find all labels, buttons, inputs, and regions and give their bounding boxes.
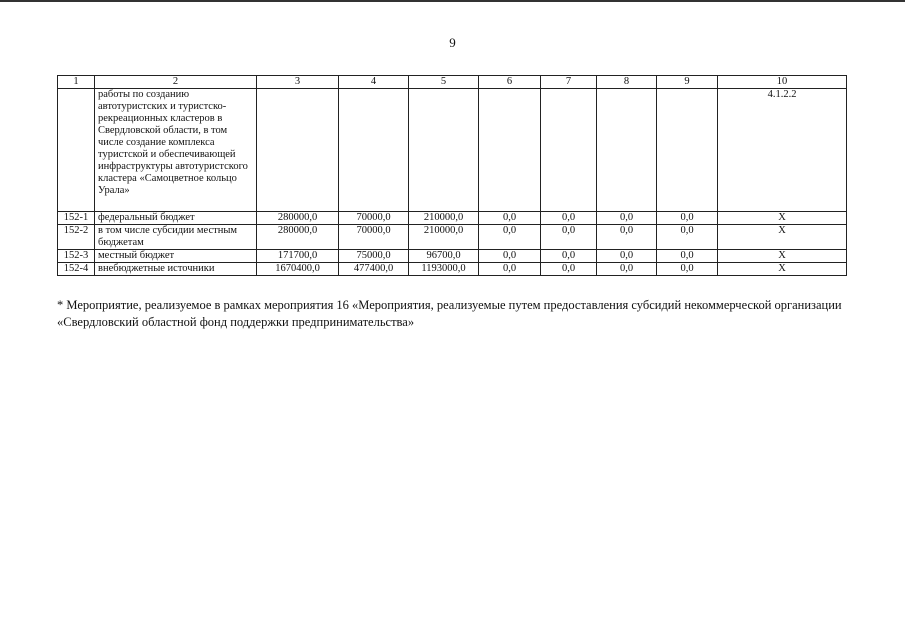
empty-cell: [479, 89, 541, 212]
header-cell: 5: [409, 76, 479, 89]
row-value: 0,0: [541, 225, 597, 250]
header-cell: 2: [95, 76, 257, 89]
row-source: федеральный бюджет: [95, 212, 257, 225]
row-value: 280000,0: [257, 212, 339, 225]
row-value: 0,0: [597, 212, 657, 225]
row-number: 152-4: [58, 263, 95, 276]
row-number: 152-3: [58, 250, 95, 263]
row-value: 0,0: [597, 225, 657, 250]
row-value: 96700,0: [409, 250, 479, 263]
header-cell: 1: [58, 76, 95, 89]
row-value: 0,0: [479, 225, 541, 250]
row-value: 0,0: [541, 212, 597, 225]
row-value: 0,0: [597, 250, 657, 263]
row-value: 280000,0: [257, 225, 339, 250]
intro-text: работы по созданию автотуристских и туристско-рекреационных кластеров в Свердловской области, в том числе создание комплекса туристской и обеспечивающей инфраструктуры автотуристского кластера «Самоцветное кольцо Урала»: [95, 89, 257, 212]
row-value: 0,0: [657, 263, 718, 276]
row-value: 0,0: [479, 250, 541, 263]
intro-row: [58, 89, 847, 212]
row-value: 171700,0: [257, 250, 339, 263]
row-value: 0,0: [657, 225, 718, 250]
table-row: [58, 263, 847, 276]
empty-cell: [257, 89, 339, 212]
header-cell: 10: [718, 76, 847, 89]
table-row: [58, 225, 847, 250]
row-value: X: [718, 263, 847, 276]
row-value: X: [718, 225, 847, 250]
table-row: [58, 212, 847, 225]
top-border-line: [0, 0, 905, 2]
row-value: 70000,0: [339, 212, 409, 225]
page-number: 9: [449, 35, 456, 50]
table-row: [58, 250, 847, 263]
empty-cell: [657, 89, 718, 212]
row-value: X: [718, 250, 847, 263]
header-cell: 9: [657, 76, 718, 89]
row-source: местный бюджет: [95, 250, 257, 263]
row-value: 1670400,0: [257, 263, 339, 276]
row-value: X: [718, 212, 847, 225]
row-value: 477400,0: [339, 263, 409, 276]
empty-cell: [541, 89, 597, 212]
row-value: 75000,0: [339, 250, 409, 263]
row-value: 0,0: [479, 263, 541, 276]
header-cell: 8: [597, 76, 657, 89]
row-value: 70000,0: [339, 225, 409, 250]
row-value: 0,0: [479, 212, 541, 225]
row-value: 210000,0: [409, 225, 479, 250]
row-number: 152-2: [58, 225, 95, 250]
empty-cell: [58, 89, 95, 212]
header-cell: 3: [257, 76, 339, 89]
row-value: 0,0: [657, 250, 718, 263]
header-cell: 6: [479, 76, 541, 89]
budget-table: [57, 75, 847, 276]
row-value: 0,0: [541, 263, 597, 276]
empty-cell: [409, 89, 479, 212]
empty-cell: [339, 89, 409, 212]
row-value: 0,0: [541, 250, 597, 263]
row-value: 1193000,0: [409, 263, 479, 276]
row-source: в том числе субсидии местным бюджетам: [95, 225, 257, 250]
row-value: 0,0: [597, 263, 657, 276]
empty-cell: [597, 89, 657, 212]
table-body: [58, 76, 847, 276]
header-cell: 7: [541, 76, 597, 89]
header-row: [58, 76, 847, 89]
intro-indicator: 4.1.2.2: [718, 89, 847, 212]
row-value: 210000,0: [409, 212, 479, 225]
row-number: 152-1: [58, 212, 95, 225]
row-source: внебюджетные источники: [95, 263, 257, 276]
footnote: * Мероприятие, реализуемое в рамках мероприятия 16 «Мероприятия, реализуемые путем предоставления субсидий некоммерческой организации «Свердловский областной фонд поддержки предпринимательства»: [57, 298, 842, 329]
row-value: 0,0: [657, 212, 718, 225]
header-cell: 4: [339, 76, 409, 89]
